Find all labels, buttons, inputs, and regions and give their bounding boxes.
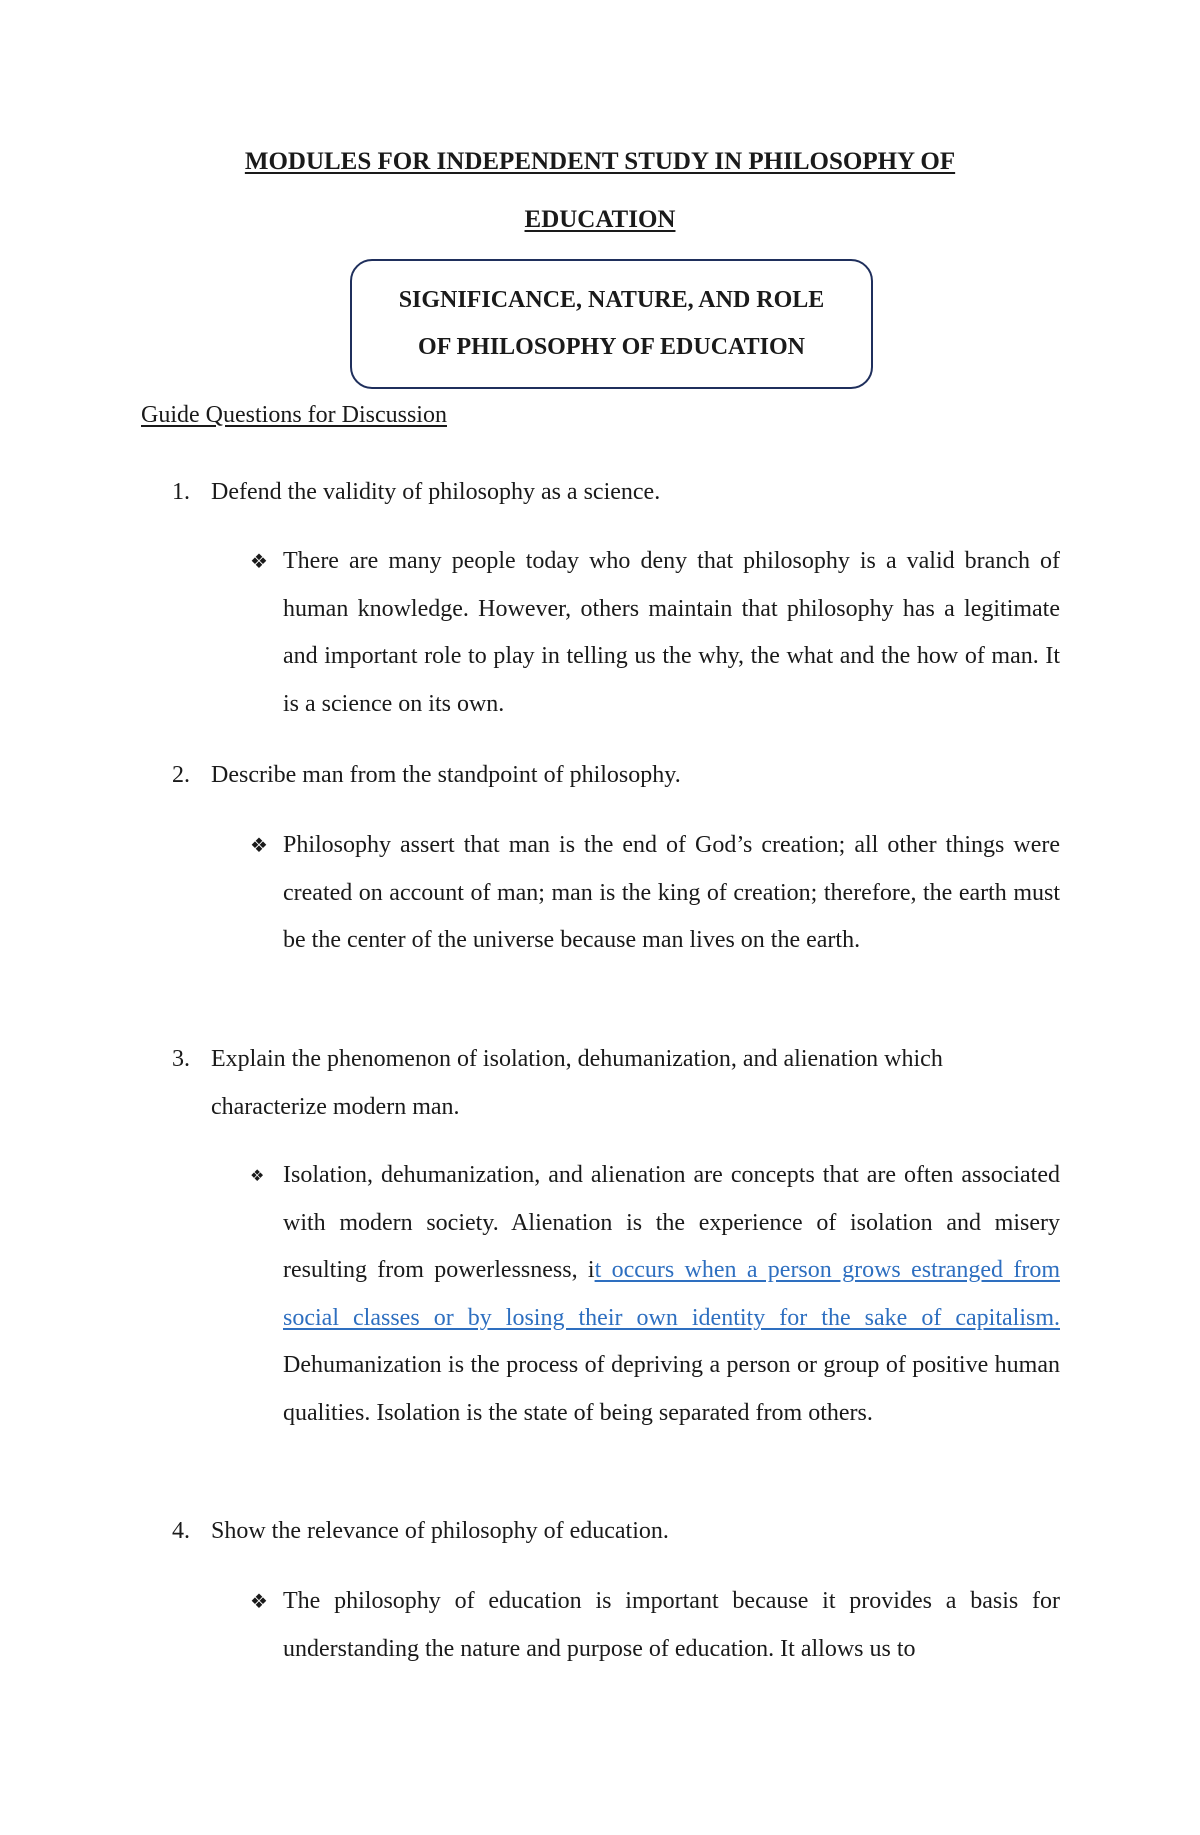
diamond-bullet-icon: ❖ — [250, 1589, 268, 1613]
question-number: 2. — [172, 762, 190, 788]
question-text: Explain the phenomenon of isolation, dehumanization, and alienation which characterize modern man. — [211, 1046, 943, 1120]
section-title-line-2: OF PHILOSOPHY OF EDUCATION — [418, 334, 805, 360]
title-line-2: EDUCATION — [524, 206, 676, 233]
guide-heading: Guide Questions for Discussion — [141, 402, 447, 428]
question-number: 1. — [172, 479, 190, 505]
answer-hyperlink[interactable]: t occurs when a person grows estranged from social classes or by losing their own identity for the sake of capitalism. — [283, 1257, 1060, 1331]
question-4 — [172, 1508, 1062, 1556]
question-text: Defend the validity of philosophy as a science. — [211, 479, 661, 505]
question-number: 4. — [172, 1518, 190, 1544]
answer-text: Philosophy assert that man is the end of God’s creation; all other things were created on account of man; man is the king of creation; therefore, the earth must be the center of the universe because man lives on the earth. — [283, 832, 1060, 953]
diamond-bullet-icon: ❖ — [250, 833, 268, 857]
question-2 — [172, 752, 1062, 800]
answer-1 — [250, 538, 1060, 728]
answer-2 — [250, 822, 1060, 965]
answer-3 — [250, 1152, 1060, 1437]
diamond-bullet-icon: ❖ — [250, 549, 268, 573]
answer-text-part-2: Dehumanization is the process of depriving a person or group of positive human qualities. Isolation is the state of being separated from others. — [283, 1352, 1060, 1426]
question-text: Show the relevance of philosophy of education. — [211, 1518, 669, 1544]
answer-text: The philosophy of education is important because it provides a basis for understanding the nature and purpose of education. It allows us to — [283, 1588, 1060, 1662]
title-line-1: MODULES FOR INDEPENDENT STUDY IN PHILOSOPHY OF — [244, 148, 956, 175]
section-title-line-1: SIGNIFICANCE, NATURE, AND ROLE — [398, 287, 825, 313]
answer-text-part-1: Isolation, dehumanization, and alienation are concepts that are often associated with modern society. Alienation is the experience of isolation and misery resulting from powerlessness, i — [283, 1162, 1060, 1283]
section-title-box — [350, 259, 873, 389]
question-text: Describe man from the standpoint of philosophy. — [211, 762, 681, 788]
question-1 — [172, 469, 1062, 517]
diamond-bullet-icon: ❖ — [250, 1166, 265, 1185]
question-3 — [172, 1036, 1062, 1131]
answer-text: There are many people today who deny that philosophy is a valid branch of human knowledge. However, others maintain that philosophy has a legitimate and important role to play in telling us the why, the what and the how of man. It is a science on its own. — [283, 548, 1060, 717]
answer-text — [283, 1152, 1060, 1437]
answer-4 — [250, 1578, 1060, 1673]
question-number: 3. — [172, 1046, 190, 1072]
document-title — [150, 133, 1050, 249]
